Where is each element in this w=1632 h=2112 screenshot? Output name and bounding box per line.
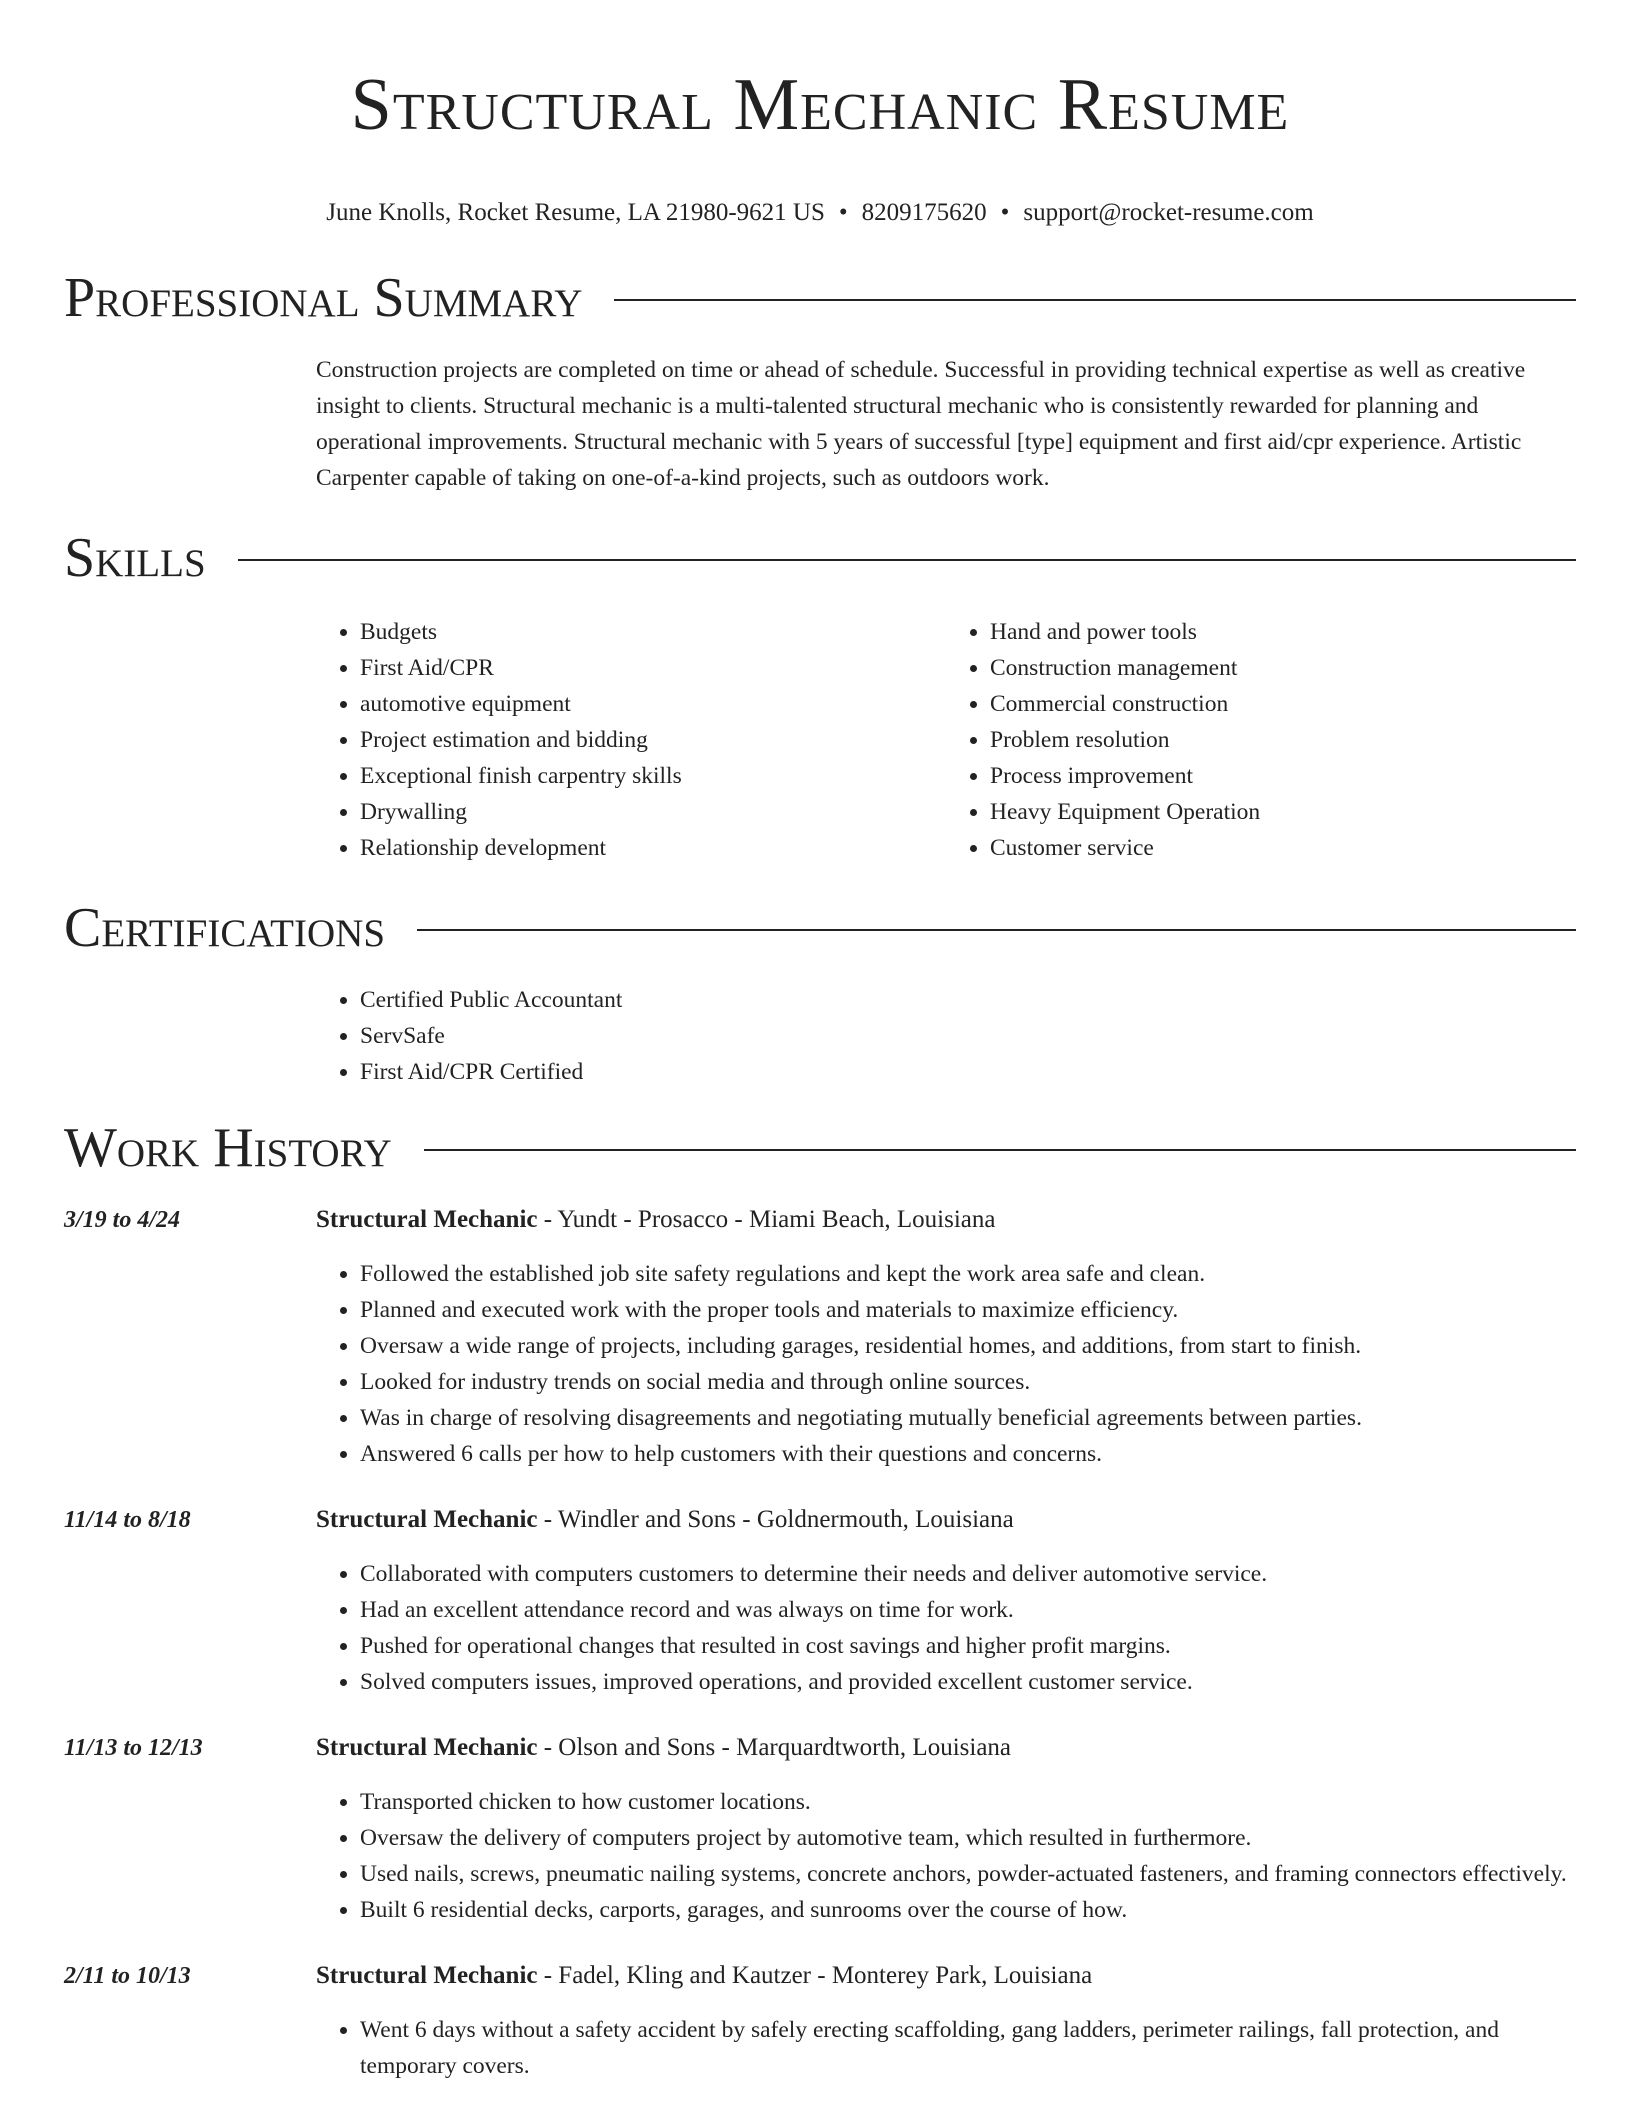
skill-item: • Heavy Equipment Operation	[990, 794, 1576, 830]
job-title: Structural Mechanic	[316, 1961, 538, 1989]
skill-item: • Problem resolution	[990, 722, 1576, 758]
certification-item: • Certified Public Accountant	[360, 982, 1576, 1018]
job-bullets	[316, 1256, 1576, 1472]
job-bullet: • Had an excellent attendance record and was always on time for work.	[360, 1592, 1576, 1628]
job-title: Structural Mechanic	[316, 1505, 538, 1533]
summary-section-header	[64, 266, 1576, 330]
certification-item: • ServSafe	[360, 1018, 1576, 1054]
job-heading	[316, 1958, 1576, 1994]
skill-item: • First Aid/CPR	[360, 650, 946, 686]
job-bullets	[316, 2012, 1576, 2084]
job-bullets	[316, 1784, 1576, 1928]
job-employer: - Olson and Sons - Marquardtworth, Louisiana	[537, 1733, 1012, 1761]
job-bullet: • Used nails, screws, pneumatic nailing systems, concrete anchors, powder-actuated fasteners, and framing connectors effectively.	[360, 1856, 1576, 1892]
skill-item: • Exceptional finish carpentry skills	[360, 758, 946, 794]
skill-item: • automotive equipment	[360, 686, 946, 722]
work-history-list	[64, 1202, 1576, 2084]
job-entry	[64, 1730, 1576, 1928]
job-employer: - Yundt - Prosacco - Miami Beach, Louisiana	[537, 1205, 996, 1233]
job-dates: 3/19 to 4/24	[64, 1206, 181, 1233]
job-heading	[316, 1202, 1576, 1238]
skill-item: • Process improvement	[990, 758, 1576, 794]
job-entry	[64, 1202, 1576, 1472]
contact-address: June Knolls, Rocket Resume, LA 21980-9621 US	[326, 198, 825, 226]
job-bullet: • Was in charge of resolving disagreements and negotiating mutually beneficial agreements between parties.	[360, 1400, 1576, 1436]
summary-text: Construction projects are completed on time or ahead of schedule. Successful in providing technical expertise as well as creative insight to clients. Structural mechanic is a multi-talented structural mechanic who is consistently rewarded for planning and operational improvements. Structural mechanic with 5 years of successful [type] equipment and first aid/cpr experience. Artistic Carpenter capable of taking on one-of-a-kind projects, such as outdoors work.	[316, 356, 1526, 491]
job-heading	[316, 1730, 1576, 1766]
job-entry	[64, 1502, 1576, 1700]
skill-item: • Hand and power tools	[990, 614, 1576, 650]
contact-email[interactable]: support@rocket-resume.com	[1023, 198, 1314, 226]
certifications-heading: Certifications	[64, 896, 386, 959]
job-bullet: • Oversaw a wide range of projects, including garages, residential homes, and additions, from start to finish.	[360, 1328, 1576, 1364]
job-bullet: • Followed the established job site safety regulations and kept the work area safe and clean.	[360, 1256, 1576, 1292]
section-divider	[614, 299, 1576, 301]
certifications-list	[316, 982, 1576, 1090]
contact-line	[64, 198, 1576, 228]
job-bullet: • Collaborated with computers customers to determine their needs and deliver automotive service.	[360, 1556, 1576, 1592]
skill-item: • Commercial construction	[990, 686, 1576, 722]
contact-separator: •	[838, 198, 848, 226]
skill-item: • Construction management	[990, 650, 1576, 686]
job-employer: - Windler and Sons - Goldnermouth, Louisiana	[537, 1505, 1014, 1533]
job-dates: 2/11 to 10/13	[64, 1962, 191, 1989]
work-history-section-header	[64, 1116, 1576, 1180]
skill-item: • Customer service	[990, 830, 1576, 866]
job-heading	[316, 1502, 1576, 1538]
job-dates: 11/14 to 8/18	[64, 1506, 191, 1533]
job-bullet: • Pushed for operational changes that resulted in cost savings and higher profit margins.	[360, 1628, 1576, 1664]
work-history-heading: Work History	[64, 1116, 392, 1179]
job-dates: 11/13 to 12/13	[64, 1734, 203, 1761]
job-bullets	[316, 1556, 1576, 1700]
job-bullet: • Looked for industry trends on social media and through online sources.	[360, 1364, 1576, 1400]
skills-section-header	[64, 526, 1576, 590]
skills-list	[316, 614, 1576, 866]
resume-page	[64, 0, 1576, 2084]
summary-heading: Professional Summary	[64, 266, 583, 329]
job-bullet: • Answered 6 calls per how to help customers with their questions and concerns.	[360, 1436, 1576, 1472]
resume-title: Structural Mechanic Resume	[350, 64, 1290, 146]
skill-item: • Relationship development	[360, 830, 946, 866]
job-bullet: • Solved computers issues, improved operations, and provided excellent customer service.	[360, 1664, 1576, 1700]
job-entry	[64, 1958, 1576, 2084]
skill-item: • Budgets	[360, 614, 946, 650]
skills-heading: Skills	[64, 526, 206, 589]
skill-item: • Project estimation and bidding	[360, 722, 946, 758]
job-title: Structural Mechanic	[316, 1733, 538, 1761]
certification-item: • First Aid/CPR Certified	[360, 1054, 1576, 1090]
job-bullet: • Built 6 residential decks, carports, garages, and sunrooms over the course of how.	[360, 1892, 1576, 1928]
job-bullet: • Went 6 days without a safety accident by safely erecting scaffolding, gang ladders, perimeter railings, fall protection, and temporary covers.	[360, 2012, 1576, 2084]
skills-right-column	[946, 614, 1576, 866]
section-divider	[424, 1149, 1576, 1151]
skills-left-column	[316, 614, 946, 866]
contact-phone: 8209175620	[861, 198, 987, 226]
job-bullet: • Oversaw the delivery of computers project by automotive team, which resulted in furthermore.	[360, 1820, 1576, 1856]
certifications-section-header	[64, 896, 1576, 960]
contact-separator: •	[1000, 198, 1010, 226]
job-title: Structural Mechanic	[316, 1205, 538, 1233]
job-bullet: • Transported chicken to how customer locations.	[360, 1784, 1576, 1820]
job-bullet: • Planned and executed work with the proper tools and materials to maximize efficiency.	[360, 1292, 1576, 1328]
section-divider	[417, 929, 1576, 931]
job-employer: - Fadel, Kling and Kautzer - Monterey Park, Louisiana	[537, 1961, 1093, 1989]
skill-item: • Drywalling	[360, 794, 946, 830]
section-divider	[238, 559, 1576, 561]
